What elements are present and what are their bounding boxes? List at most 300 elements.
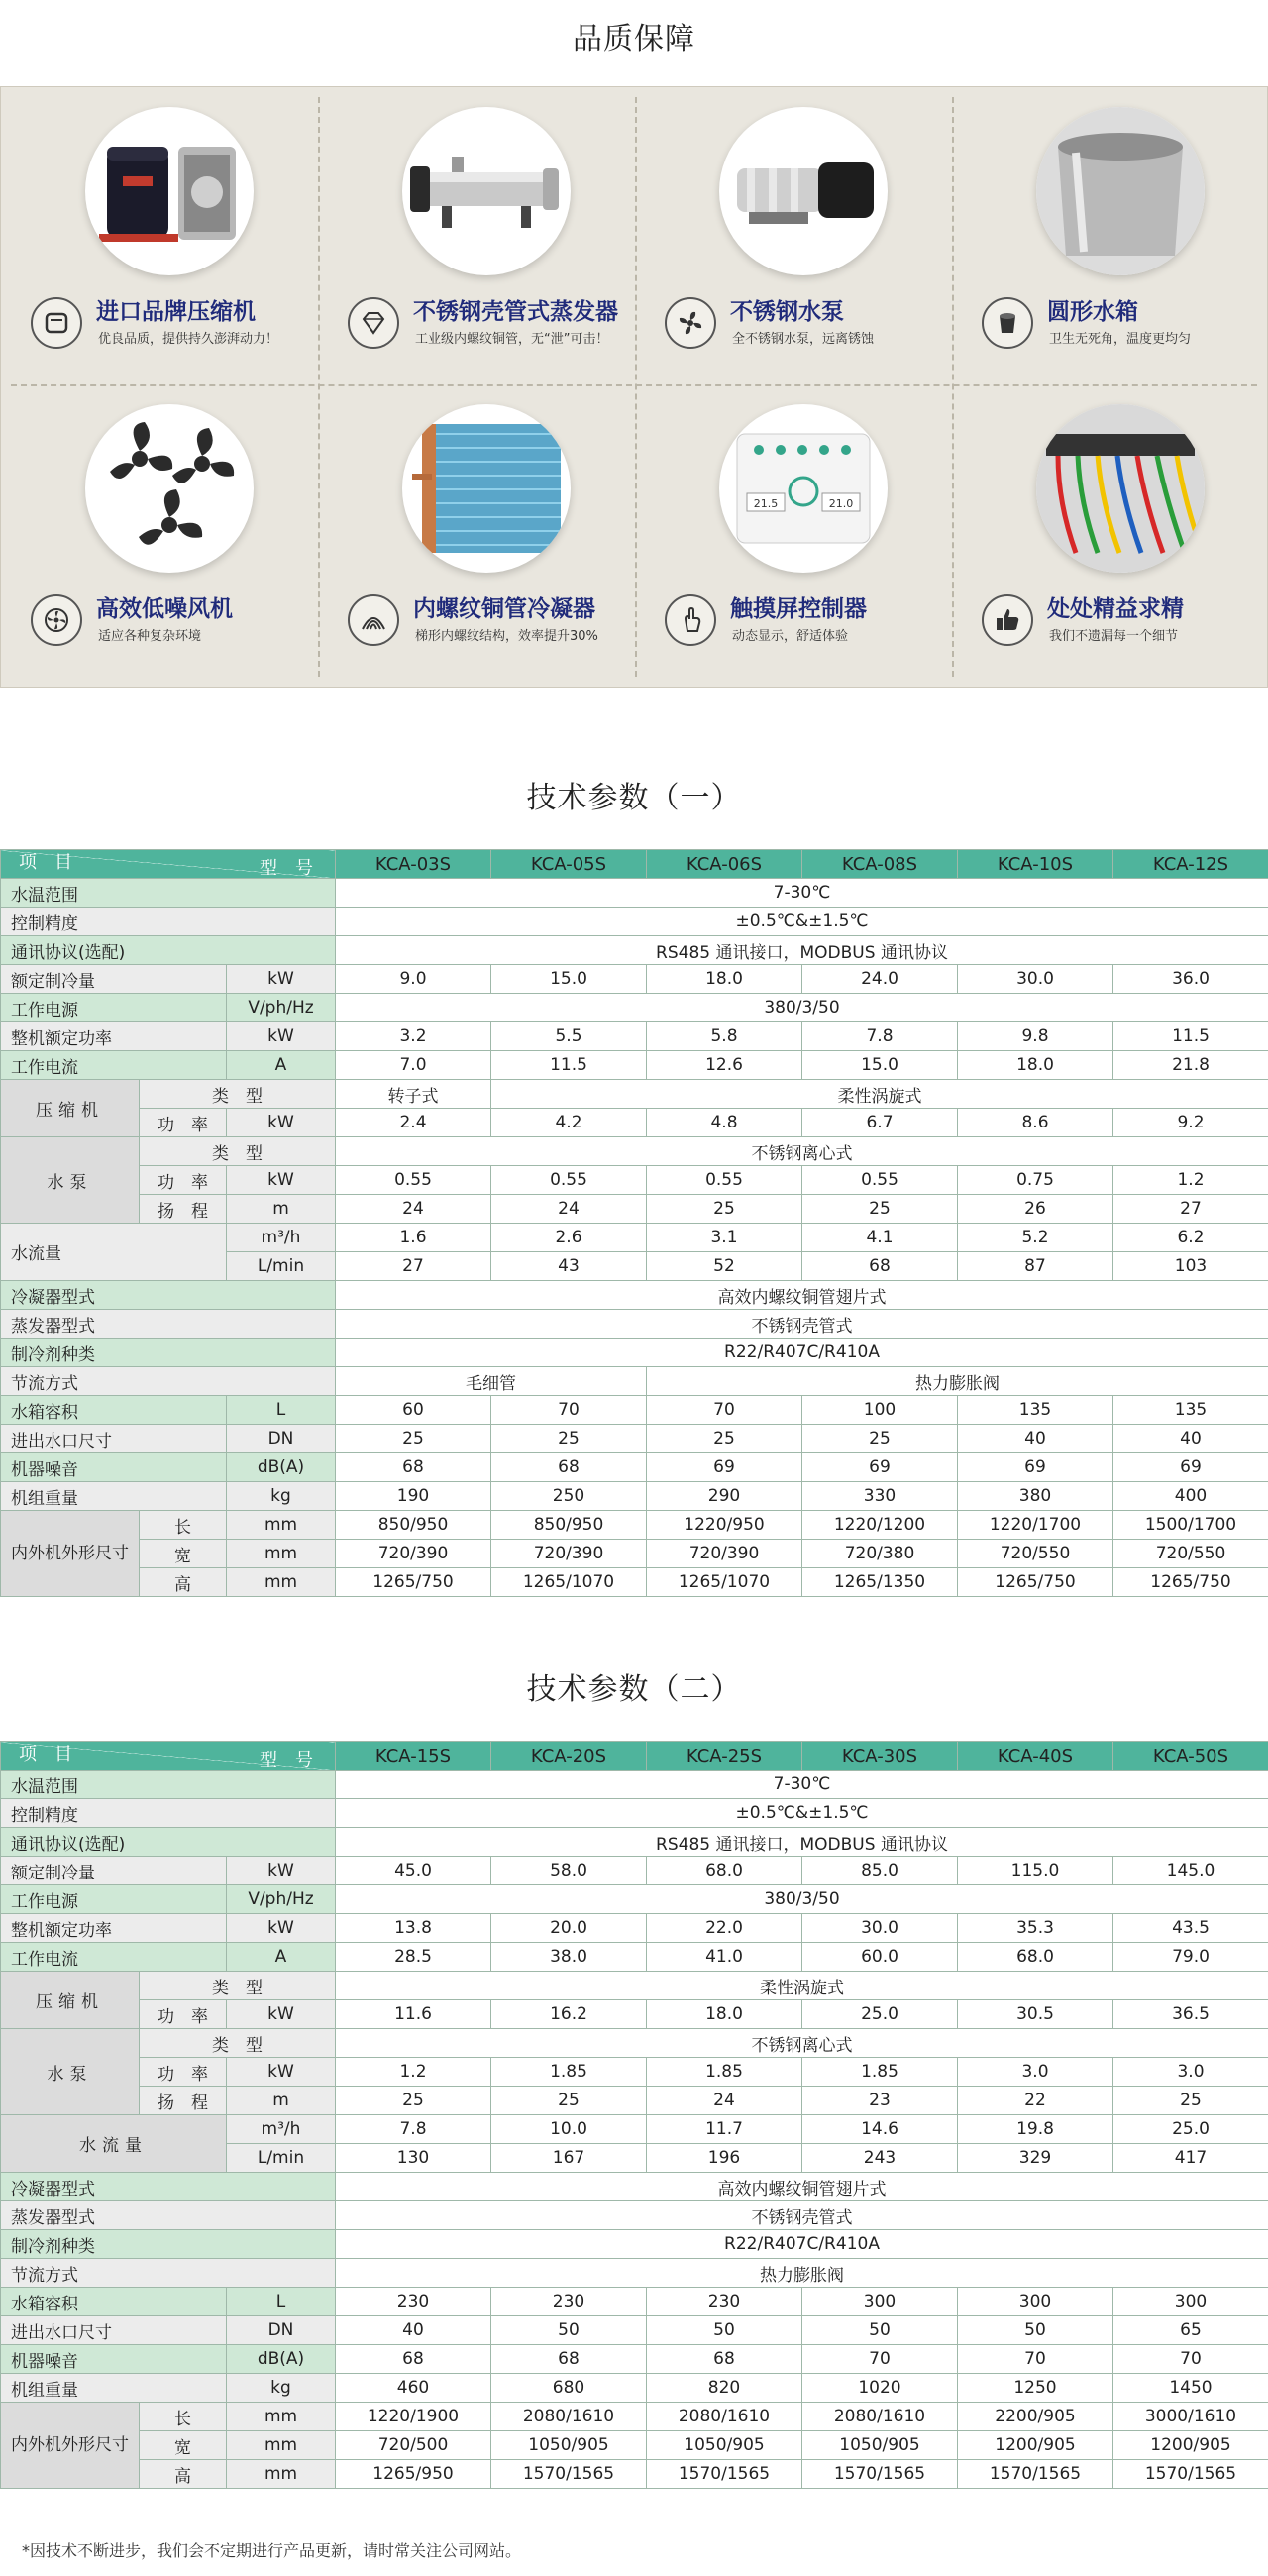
quality-item-desc: 全不锈钢水泵，远离锈蚀 bbox=[732, 332, 875, 347]
cell: 68 bbox=[491, 1453, 647, 1482]
cell: 300 bbox=[958, 2288, 1113, 2316]
row-label: 水箱容积 bbox=[1, 1396, 227, 1425]
cell: 380 bbox=[958, 1482, 1113, 1511]
cell: 18.0 bbox=[647, 2000, 802, 2029]
cell: 35.3 bbox=[958, 1914, 1113, 1943]
row-label: 进出水口尺寸 bbox=[1, 1425, 227, 1453]
table-row bbox=[1, 1310, 1268, 1339]
cell: 1570/1565 bbox=[958, 2460, 1113, 2489]
cell: 68.0 bbox=[647, 1857, 802, 1885]
sub-label: 类 型 bbox=[140, 2029, 336, 2058]
sub-label: 扬 程 bbox=[140, 1195, 227, 1224]
cell: 1220/1700 bbox=[958, 1511, 1113, 1540]
sub-label: 功 率 bbox=[140, 1109, 227, 1137]
cell: 190 bbox=[336, 1482, 491, 1511]
table-row bbox=[1, 1195, 1268, 1224]
cell: 11.7 bbox=[647, 2115, 802, 2144]
cell: 2200/905 bbox=[958, 2403, 1113, 2431]
cell: 68.0 bbox=[958, 1943, 1113, 1972]
quality-item-desc: 梯形内螺纹结构，效率提升30% bbox=[415, 629, 598, 644]
cell: 85.0 bbox=[802, 1857, 958, 1885]
row-unit: kW bbox=[227, 1857, 336, 1885]
cell: 2080/1610 bbox=[647, 2403, 802, 2431]
quality-title: 品质保障 bbox=[573, 22, 695, 56]
cell: 22 bbox=[958, 2087, 1113, 2115]
table-row bbox=[1, 1166, 1268, 1195]
condenser-image bbox=[402, 404, 571, 573]
group-label: 水流量 bbox=[1, 1224, 227, 1281]
cell: 11.5 bbox=[491, 1051, 647, 1080]
cell: 417 bbox=[1113, 2144, 1268, 2173]
quality-item-desc: 优良品质，提供持久澎湃动力！ bbox=[98, 332, 279, 347]
coil-icon bbox=[348, 594, 399, 646]
group-label: 压缩机 bbox=[1, 1080, 140, 1137]
cell: 58.0 bbox=[491, 1857, 647, 1885]
cell: 68 bbox=[802, 1252, 958, 1281]
group-label: 压缩机 bbox=[1, 1972, 140, 2029]
row-unit: m³/h bbox=[227, 2115, 336, 2144]
row-label: 蒸发器型式 bbox=[1, 1310, 336, 1339]
cell: 40 bbox=[958, 1425, 1113, 1453]
row-unit: V/ph/Hz bbox=[227, 1885, 336, 1914]
row-label: 节流方式 bbox=[1, 1367, 336, 1396]
cell: 43.5 bbox=[1113, 1914, 1268, 1943]
cell: 27 bbox=[336, 1252, 491, 1281]
cell: 15.0 bbox=[491, 965, 647, 994]
cell: 52 bbox=[647, 1252, 802, 1281]
table-row bbox=[1, 2029, 1268, 2058]
table-row bbox=[1, 2259, 1268, 2288]
cell: 25 bbox=[802, 1195, 958, 1224]
cell: 70 bbox=[958, 2345, 1113, 2374]
row-label: 工作电源 bbox=[1, 994, 227, 1022]
row-unit: kW bbox=[227, 2000, 336, 2029]
header-row bbox=[1, 850, 1268, 879]
table-row bbox=[1, 2087, 1268, 2115]
table-row bbox=[1, 1828, 1268, 1857]
cell: 68 bbox=[336, 1453, 491, 1482]
cell: 6.7 bbox=[802, 1109, 958, 1137]
row-unit: kW bbox=[227, 1022, 336, 1051]
group-label: 水泵 bbox=[1, 1137, 140, 1224]
row-unit: m bbox=[227, 2087, 336, 2115]
table-row bbox=[1, 2230, 1268, 2259]
row-unit: kW bbox=[227, 1109, 336, 1137]
cell: 65 bbox=[1113, 2316, 1268, 2345]
table-row bbox=[1, 908, 1268, 936]
row-value: ±0.5℃&±1.5℃ bbox=[336, 1799, 1268, 1828]
row-value: 不锈钢壳管式 bbox=[336, 1310, 1268, 1339]
cell: 5.8 bbox=[647, 1022, 802, 1051]
pump-image bbox=[719, 107, 888, 275]
cell: 25 bbox=[647, 1195, 802, 1224]
corner-model-label: 型 号 bbox=[260, 1750, 313, 1771]
cell: 850/950 bbox=[336, 1511, 491, 1540]
diamond-icon bbox=[348, 297, 399, 349]
row-unit: dB(A) bbox=[227, 1453, 336, 1482]
cell: 3.2 bbox=[336, 1022, 491, 1051]
cell: 2080/1610 bbox=[802, 2403, 958, 2431]
cell: 19.8 bbox=[958, 2115, 1113, 2144]
table-row bbox=[1, 2115, 1268, 2144]
sub-label: 扬 程 bbox=[140, 2087, 227, 2115]
table-row bbox=[1, 2403, 1268, 2431]
cell: 1050/905 bbox=[491, 2431, 647, 2460]
cell: 7.8 bbox=[336, 2115, 491, 2144]
cell: 1265/750 bbox=[1113, 1568, 1268, 1597]
row-value: 7-30℃ bbox=[336, 879, 1268, 908]
cell: 330 bbox=[802, 1482, 958, 1511]
sub-label: 高 bbox=[140, 1568, 227, 1597]
quality-item-title: 处处精益求精 bbox=[1047, 596, 1184, 622]
cell: 69 bbox=[958, 1453, 1113, 1482]
cell: 36.0 bbox=[1113, 965, 1268, 994]
row-label: 通讯协议(选配) bbox=[1, 936, 336, 965]
cell: 1265/1070 bbox=[491, 1568, 647, 1597]
table-row bbox=[1, 1224, 1268, 1252]
model-header: KCA-12S bbox=[1113, 850, 1268, 879]
table-row bbox=[1, 2288, 1268, 2316]
cell: 25.0 bbox=[1113, 2115, 1268, 2144]
row-value: 7-30℃ bbox=[336, 1771, 1268, 1799]
row-unit: m³/h bbox=[227, 1224, 336, 1252]
model-header: KCA-05S bbox=[491, 850, 647, 879]
cell: 130 bbox=[336, 2144, 491, 2173]
corner-model-label: 型 号 bbox=[260, 858, 313, 879]
cell: 0.55 bbox=[802, 1166, 958, 1195]
cell: 720/390 bbox=[647, 1540, 802, 1568]
group-label: 内外机外形尺寸 bbox=[1, 2403, 140, 2489]
controller-right-temp: 21.0 bbox=[828, 497, 854, 510]
cell: 7.0 bbox=[336, 1051, 491, 1080]
cell: 30.5 bbox=[958, 2000, 1113, 2029]
cell: 25 bbox=[1113, 2087, 1268, 2115]
row-unit: A bbox=[227, 1943, 336, 1972]
cell: 毛细管 bbox=[336, 1367, 647, 1396]
spec2-table bbox=[0, 1741, 1268, 2489]
row-label: 额定制冷量 bbox=[1, 965, 227, 994]
row-label: 整机额定功率 bbox=[1, 1914, 227, 1943]
sub-label: 长 bbox=[140, 1511, 227, 1540]
cell: 45.0 bbox=[336, 1857, 491, 1885]
cell: 4.2 bbox=[491, 1109, 647, 1137]
cell: 68 bbox=[491, 2345, 647, 2374]
sub-label: 功 率 bbox=[140, 1166, 227, 1195]
cell: 1200/905 bbox=[1113, 2431, 1268, 2460]
cell: 25.0 bbox=[802, 2000, 958, 2029]
cell: 2080/1610 bbox=[491, 2403, 647, 2431]
cell: 0.55 bbox=[336, 1166, 491, 1195]
quality-item-desc: 动态显示，舒适体验 bbox=[732, 629, 849, 644]
quality-item-title: 高效低噪风机 bbox=[96, 596, 233, 622]
tank-icon bbox=[982, 297, 1033, 349]
cell: 28.5 bbox=[336, 1943, 491, 1972]
cell: 27 bbox=[1113, 1195, 1268, 1224]
cell: 50 bbox=[958, 2316, 1113, 2345]
cell: 转子式 bbox=[336, 1080, 491, 1109]
wiring-image bbox=[1036, 404, 1205, 573]
row-unit: mm bbox=[227, 1540, 336, 1568]
cell: 1500/1700 bbox=[1113, 1511, 1268, 1540]
cell: 不锈钢离心式 bbox=[336, 2029, 1268, 2058]
row-unit: kW bbox=[227, 1166, 336, 1195]
row-unit: L bbox=[227, 1396, 336, 1425]
cell: 1450 bbox=[1113, 2374, 1268, 2403]
cell: 135 bbox=[1113, 1396, 1268, 1425]
cell: 热力膨胀阀 bbox=[647, 1367, 1268, 1396]
row-label: 控制精度 bbox=[1, 908, 336, 936]
cell: 25 bbox=[491, 1425, 647, 1453]
touch-hand-icon bbox=[665, 594, 716, 646]
sub-label: 高 bbox=[140, 2460, 227, 2489]
quality-item-title: 触摸屏控制器 bbox=[730, 596, 867, 622]
cell: 79.0 bbox=[1113, 1943, 1268, 1972]
row-label: 机组重量 bbox=[1, 2374, 227, 2403]
model-header: KCA-08S bbox=[802, 850, 958, 879]
row-label: 机器噪音 bbox=[1, 1453, 227, 1482]
table-row bbox=[1, 2173, 1268, 2201]
sub-label: 功 率 bbox=[140, 2058, 227, 2087]
model-header: KCA-50S bbox=[1113, 1742, 1268, 1771]
model-header: KCA-15S bbox=[336, 1742, 491, 1771]
sub-label: 长 bbox=[140, 2403, 227, 2431]
row-label: 制冷剂种类 bbox=[1, 2230, 336, 2259]
cell: 43 bbox=[491, 1252, 647, 1281]
cell: 1.6 bbox=[336, 1224, 491, 1252]
row-unit: mm bbox=[227, 1568, 336, 1597]
table-row bbox=[1, 1339, 1268, 1367]
sub-label: 类 型 bbox=[140, 1137, 336, 1166]
cell: 1265/1070 bbox=[647, 1568, 802, 1597]
cell: 柔性涡旋式 bbox=[336, 1972, 1268, 2000]
cell: 720/550 bbox=[958, 1540, 1113, 1568]
table-row bbox=[1, 1281, 1268, 1310]
sub-label: 宽 bbox=[140, 1540, 227, 1568]
cell: 290 bbox=[647, 1482, 802, 1511]
row-label: 工作电流 bbox=[1, 1943, 227, 1972]
cell: 24 bbox=[336, 1195, 491, 1224]
row-unit: DN bbox=[227, 1425, 336, 1453]
row-unit: mm bbox=[227, 1511, 336, 1540]
row-value: 热力膨胀阀 bbox=[336, 2259, 1268, 2288]
cell: 69 bbox=[1113, 1453, 1268, 1482]
table-row bbox=[1, 2374, 1268, 2403]
row-value: RS485 通讯接口，MODBUS 通讯协议 bbox=[336, 1828, 1268, 1857]
cell: 70 bbox=[802, 2345, 958, 2374]
corner-cell bbox=[1, 850, 336, 879]
corner-item-label: 项 目 bbox=[19, 852, 72, 873]
cell: 460 bbox=[336, 2374, 491, 2403]
quality-item-title: 进口品牌压缩机 bbox=[96, 299, 256, 325]
sub-label: 宽 bbox=[140, 2431, 227, 2460]
evaporator-image bbox=[402, 107, 571, 275]
cell: 10.0 bbox=[491, 2115, 647, 2144]
cell: 36.5 bbox=[1113, 2000, 1268, 2029]
quality-panel bbox=[0, 86, 1268, 688]
table-row bbox=[1, 1482, 1268, 1511]
cell: 6.2 bbox=[1113, 1224, 1268, 1252]
cell: 1.2 bbox=[336, 2058, 491, 2087]
table-row bbox=[1, 1972, 1268, 2000]
cell: 68 bbox=[647, 2345, 802, 2374]
cell: 9.8 bbox=[958, 1022, 1113, 1051]
cell: 不锈钢离心式 bbox=[336, 1137, 1268, 1166]
model-header: KCA-03S bbox=[336, 850, 491, 879]
row-label: 机器噪音 bbox=[1, 2345, 227, 2374]
compressor-image bbox=[85, 107, 254, 275]
row-label: 额定制冷量 bbox=[1, 1857, 227, 1885]
row-value: R22/R407C/R410A bbox=[336, 1339, 1268, 1367]
row-label: 水箱容积 bbox=[1, 2288, 227, 2316]
fan-image bbox=[85, 404, 254, 573]
row-unit: m bbox=[227, 1195, 336, 1224]
table-row bbox=[1, 1943, 1268, 1972]
quality-item-condenser bbox=[318, 384, 635, 682]
cell: 720/550 bbox=[1113, 1540, 1268, 1568]
cell: 1265/750 bbox=[336, 1568, 491, 1597]
table-row bbox=[1, 1425, 1268, 1453]
table-row bbox=[1, 1799, 1268, 1828]
cell: 243 bbox=[802, 2144, 958, 2173]
cell: 167 bbox=[491, 2144, 647, 2173]
row-unit: L/min bbox=[227, 2144, 336, 2173]
cell: 3000/1610 bbox=[1113, 2403, 1268, 2431]
cell: 2.4 bbox=[336, 1109, 491, 1137]
cell: 115.0 bbox=[958, 1857, 1113, 1885]
table-row bbox=[1, 965, 1268, 994]
row-label: 整机额定功率 bbox=[1, 1022, 227, 1051]
cell: 4.1 bbox=[802, 1224, 958, 1252]
cell: 1570/1565 bbox=[1113, 2460, 1268, 2489]
row-label: 制冷剂种类 bbox=[1, 1339, 336, 1367]
cell: 16.2 bbox=[491, 2000, 647, 2029]
model-header: KCA-30S bbox=[802, 1742, 958, 1771]
cell: 15.0 bbox=[802, 1051, 958, 1080]
cell: 5.2 bbox=[958, 1224, 1113, 1252]
row-unit: mm bbox=[227, 2460, 336, 2489]
quality-item-compressor bbox=[1, 87, 318, 384]
cell: 50 bbox=[802, 2316, 958, 2345]
cell: 20.0 bbox=[491, 1914, 647, 1943]
row-label: 冷凝器型式 bbox=[1, 2173, 336, 2201]
cell: 40 bbox=[1113, 1425, 1268, 1453]
cell: 25 bbox=[802, 1425, 958, 1453]
pump-fan-icon bbox=[665, 297, 716, 349]
table-row bbox=[1, 2000, 1268, 2029]
cell: 30.0 bbox=[958, 965, 1113, 994]
quality-item-fan bbox=[1, 384, 318, 682]
row-label: 水温范围 bbox=[1, 1771, 336, 1799]
cell: 1.2 bbox=[1113, 1166, 1268, 1195]
row-label: 机组重量 bbox=[1, 1482, 227, 1511]
table-row bbox=[1, 1857, 1268, 1885]
row-unit: mm bbox=[227, 2403, 336, 2431]
table-row bbox=[1, 2316, 1268, 2345]
model-header: KCA-40S bbox=[958, 1742, 1113, 1771]
row-unit: mm bbox=[227, 2431, 336, 2460]
cell: 41.0 bbox=[647, 1943, 802, 1972]
cell: 400 bbox=[1113, 1482, 1268, 1511]
spec1-title: 技术参数（一） bbox=[526, 781, 742, 815]
row-value: 不锈钢壳管式 bbox=[336, 2201, 1268, 2230]
row-label: 工作电流 bbox=[1, 1051, 227, 1080]
group-label: 内外机外形尺寸 bbox=[1, 1511, 140, 1597]
cell: 230 bbox=[336, 2288, 491, 2316]
cell: 3.0 bbox=[958, 2058, 1113, 2087]
model-header: KCA-10S bbox=[958, 850, 1113, 879]
table-row bbox=[1, 1137, 1268, 1166]
quality-item-tank bbox=[952, 87, 1268, 384]
cell: 1570/1565 bbox=[647, 2460, 802, 2489]
cell: 1265/950 bbox=[336, 2460, 491, 2489]
row-label: 水温范围 bbox=[1, 879, 336, 908]
cell: 24 bbox=[647, 2087, 802, 2115]
cell: 1570/1565 bbox=[491, 2460, 647, 2489]
controller-left-temp: 21.5 bbox=[753, 497, 779, 510]
cell: 70 bbox=[1113, 2345, 1268, 2374]
cell: 14.6 bbox=[802, 2115, 958, 2144]
row-value: 高效内螺纹铜管翅片式 bbox=[336, 2173, 1268, 2201]
table-row bbox=[1, 1109, 1268, 1137]
cell: 1265/1350 bbox=[802, 1568, 958, 1597]
cell: 720/390 bbox=[336, 1540, 491, 1568]
table-row bbox=[1, 2431, 1268, 2460]
cell: 300 bbox=[802, 2288, 958, 2316]
tank-image bbox=[1036, 107, 1205, 275]
row-label: 控制精度 bbox=[1, 1799, 336, 1828]
table-row bbox=[1, 1396, 1268, 1425]
table-row bbox=[1, 1568, 1268, 1597]
cell: 1220/1200 bbox=[802, 1511, 958, 1540]
cell: 103 bbox=[1113, 1252, 1268, 1281]
cell: 3.0 bbox=[1113, 2058, 1268, 2087]
controller-image bbox=[719, 404, 888, 573]
row-unit: L/min bbox=[227, 1252, 336, 1281]
quality-item-title: 不锈钢水泵 bbox=[730, 299, 844, 325]
corner-cell bbox=[1, 1742, 336, 1771]
cell: 30.0 bbox=[802, 1914, 958, 1943]
row-value: 380/3/50 bbox=[336, 994, 1268, 1022]
row-value: 380/3/50 bbox=[336, 1885, 1268, 1914]
cell: 720/380 bbox=[802, 1540, 958, 1568]
row-label: 进出水口尺寸 bbox=[1, 2316, 227, 2345]
cell: 50 bbox=[647, 2316, 802, 2345]
table-row bbox=[1, 2058, 1268, 2087]
cell: 1220/950 bbox=[647, 1511, 802, 1540]
cell: 50 bbox=[491, 2316, 647, 2345]
quality-item-desc: 工业级内螺纹铜管，无“泄”可击！ bbox=[415, 332, 609, 347]
row-unit: A bbox=[227, 1051, 336, 1080]
cell: 100 bbox=[802, 1396, 958, 1425]
cell: 300 bbox=[1113, 2288, 1268, 2316]
quality-item-evaporator bbox=[318, 87, 635, 384]
quality-item-desc: 适应各种复杂环境 bbox=[98, 629, 202, 644]
cell: 25 bbox=[491, 2087, 647, 2115]
cell: 2.6 bbox=[491, 1224, 647, 1252]
row-unit: kg bbox=[227, 1482, 336, 1511]
row-label: 冷凝器型式 bbox=[1, 1281, 336, 1310]
cell: 26 bbox=[958, 1195, 1113, 1224]
row-unit: L bbox=[227, 2288, 336, 2316]
cell: 25 bbox=[336, 2087, 491, 2115]
table-row bbox=[1, 1885, 1268, 1914]
row-unit: DN bbox=[227, 2316, 336, 2345]
spec1-table bbox=[0, 849, 1268, 1597]
cell: 0.75 bbox=[958, 1166, 1113, 1195]
quality-item-title: 圆形水箱 bbox=[1047, 299, 1138, 325]
cell: 60.0 bbox=[802, 1943, 958, 1972]
cell: 8.6 bbox=[958, 1109, 1113, 1137]
